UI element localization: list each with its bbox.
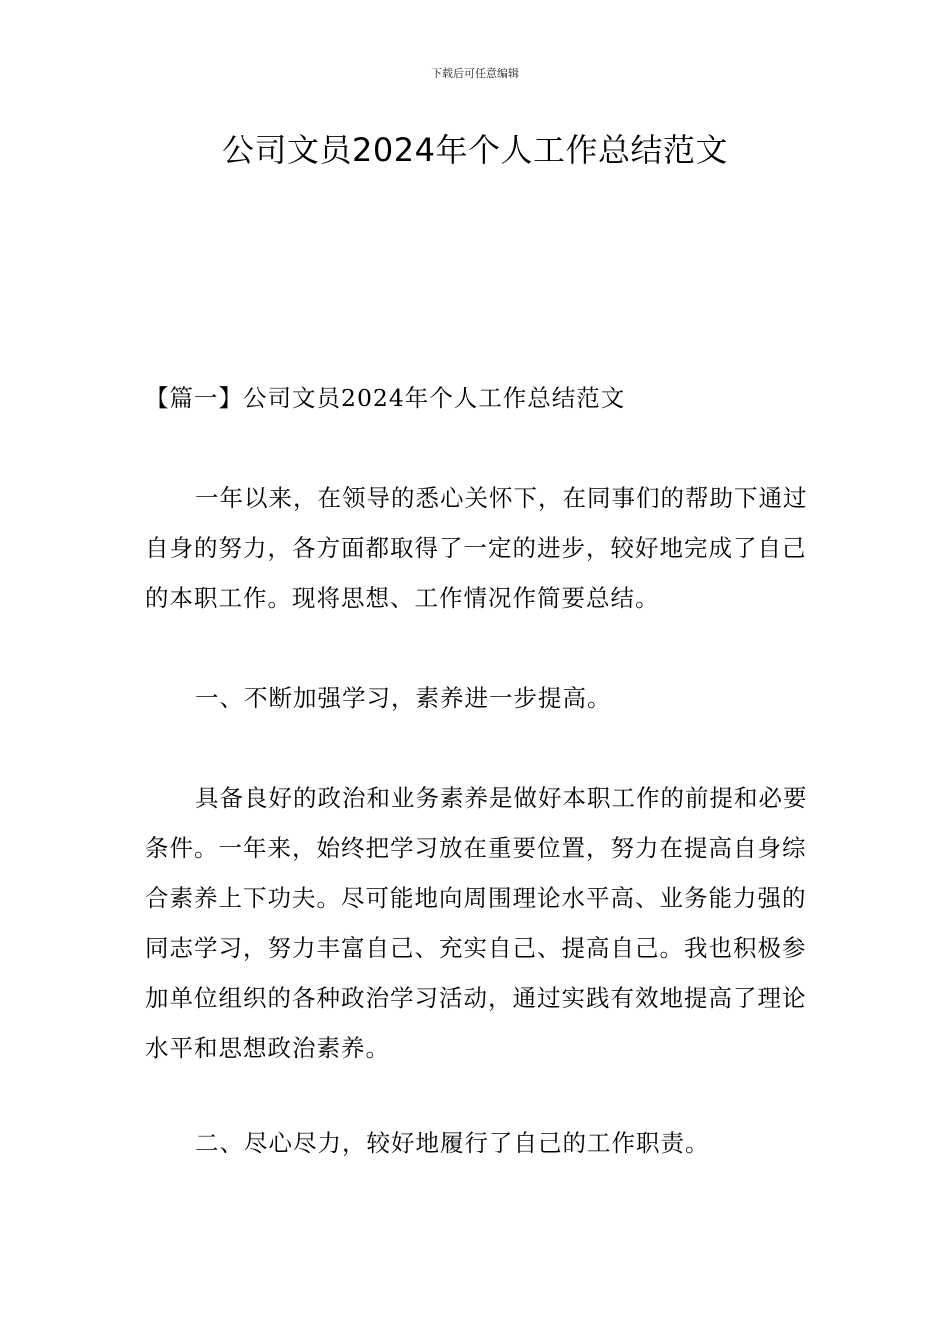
- subheading-duties: 二、尽心尽力，较好地履行了自己的工作职责。: [195, 1129, 710, 1157]
- paragraph-study: 具备良好的政治和业务素养是做好本职工作的前提和必要条件。一年来，始终把学习放在重要位置，努力在提高自身综合素养上下功夫。尽可能地向周围理论水平高、业务能力强的同志学习，努力丰富自己、充实自己、提高自己。我也积极参加单位组织的各种政治学习活动，通过实践有效地提高了理论水平和思想政治素养。: [145, 784, 808, 1062]
- header-note: 下载后可任意编辑: [431, 67, 519, 80]
- document-title: 公司文员2024年个人工作总结范文: [222, 131, 728, 169]
- subheading-study: 一、不断加强学习，素养进一步提高。: [195, 684, 612, 712]
- section-heading: 【篇一】公司文员2024年个人工作总结范文: [145, 384, 626, 412]
- paragraph-intro: 一年以来，在领导的悉心关怀下，在同事们的帮助下通过自身的努力，各方面都取得了一定的进步，较好地完成了自己的本职工作。现将思想、工作情况作简要总结。: [145, 484, 808, 612]
